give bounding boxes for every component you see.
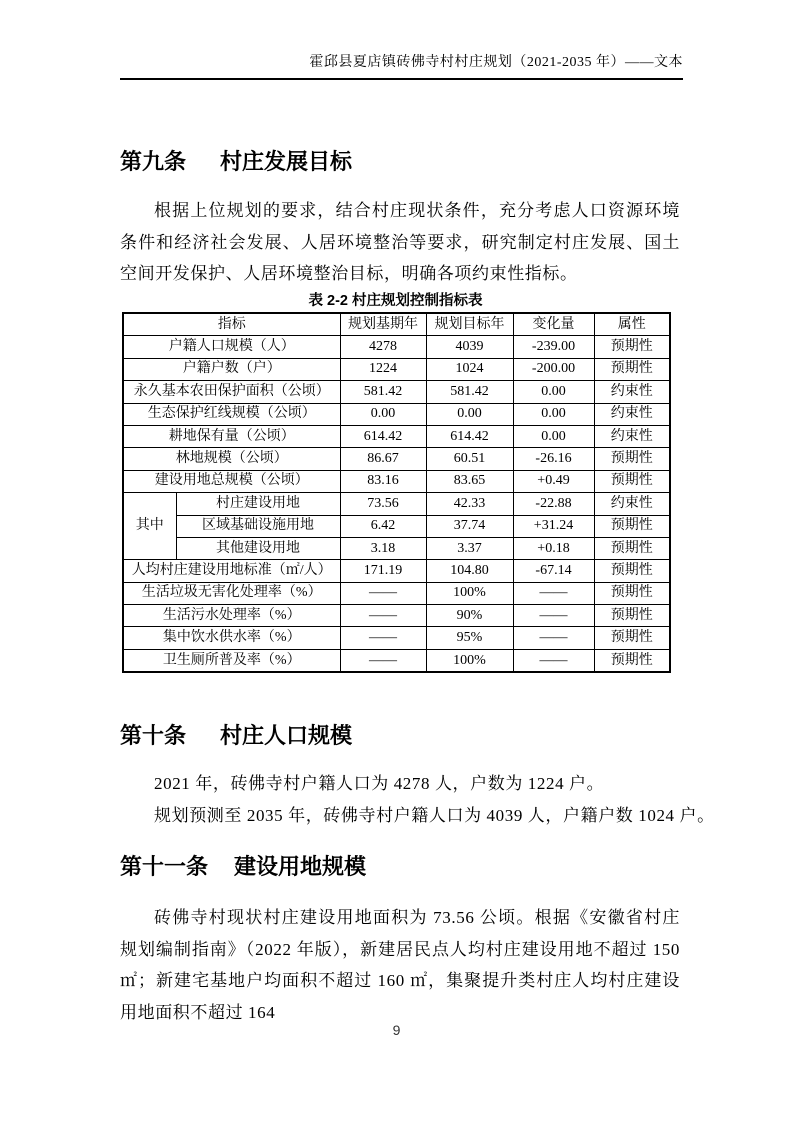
- base-year-value: 0.00: [340, 403, 426, 425]
- base-year-value: 581.42: [340, 381, 426, 403]
- indicator-label: 生态保护红线规模（公顷）: [123, 403, 340, 425]
- col-header-indicator: 指标: [123, 313, 340, 336]
- indicator-label: 卫生厕所普及率（%）: [123, 649, 340, 672]
- indicator-label: 户籍人口规模（人）: [123, 336, 340, 358]
- change-value: -67.14: [513, 560, 594, 582]
- target-year-value: 0.00: [426, 403, 513, 425]
- indicator-table: [122, 312, 671, 673]
- indicator-label: 建设用地总规模（公顷）: [123, 470, 340, 492]
- target-year-value: 581.42: [426, 381, 513, 403]
- change-value: -200.00: [513, 358, 594, 380]
- attribute-value: 预期性: [594, 560, 670, 582]
- change-value: ——: [513, 605, 594, 627]
- change-value: 0.00: [513, 425, 594, 447]
- target-year-value: 95%: [426, 627, 513, 649]
- change-value: -26.16: [513, 448, 594, 470]
- article-11-paragraph: 砖佛寺村现状村庄建设用地面积为 73.56 公顷。根据《安徽省村庄规划编制指南》（2022 年版），新建居民点人均村庄建设用地不超过 150 ㎡；新建宅基地户均面积不超过 160 ㎡，集聚提升类村庄人均村庄建设用地面积不超过 164: [120, 908, 680, 1022]
- attribute-value: 预期性: [594, 582, 670, 604]
- article-10-heading: [120, 721, 352, 751]
- indicator-label: 永久基本农田保护面积（公顷）: [123, 381, 340, 403]
- change-value: 0.00: [513, 403, 594, 425]
- table-row: [123, 358, 670, 380]
- attribute-value: 预期性: [594, 605, 670, 627]
- running-header: 霍邱县夏店镇砖佛寺村村庄规划（2021-2035 年）——文本: [309, 55, 683, 70]
- article-11-heading: [120, 852, 366, 882]
- attribute-value: 约束性: [594, 381, 670, 403]
- article-9-title: 村庄发展目标: [220, 149, 353, 174]
- target-year-value: 100%: [426, 582, 513, 604]
- attribute-value: 约束性: [594, 493, 670, 515]
- target-year-value: 83.65: [426, 470, 513, 492]
- table-row: [123, 605, 670, 627]
- change-value: -22.88: [513, 493, 594, 515]
- base-year-value: 4278: [340, 336, 426, 358]
- target-year-value: 42.33: [426, 493, 513, 515]
- table-row: [123, 381, 670, 403]
- table-caption: 表 2-2 村庄规划控制指标表: [308, 293, 483, 309]
- table-row: [123, 403, 670, 425]
- article-11-title: 建设用地规模: [234, 854, 367, 879]
- target-year-value: 614.42: [426, 425, 513, 447]
- article-9-number: 第九条: [120, 149, 187, 174]
- article-10-paragraph-1: 2021 年，砖佛寺村户籍人口为 4278 人，户数为 1224 户。: [154, 774, 605, 793]
- table-row: [123, 560, 670, 582]
- change-value: ——: [513, 627, 594, 649]
- base-year-value: 86.67: [340, 448, 426, 470]
- indicator-label: 户籍户数（户）: [123, 358, 340, 380]
- target-year-value: 37.74: [426, 515, 513, 537]
- indicator-label: 林地规模（公顷）: [123, 448, 340, 470]
- target-year-value: 1024: [426, 358, 513, 380]
- base-year-value: 3.18: [340, 537, 426, 559]
- indicator-sublabel: 其他建设用地: [176, 537, 340, 559]
- base-year-value: 83.16: [340, 470, 426, 492]
- article-11-number: 第十一条: [120, 854, 209, 879]
- target-year-value: 60.51: [426, 448, 513, 470]
- table-row: [123, 448, 670, 470]
- table-row: [123, 470, 670, 492]
- col-header-target-year: 规划目标年: [426, 313, 513, 336]
- table-row: [123, 649, 670, 672]
- target-year-value: 104.80: [426, 560, 513, 582]
- table-row: [123, 425, 670, 447]
- change-value: +0.18: [513, 537, 594, 559]
- base-year-value: ——: [340, 605, 426, 627]
- target-year-value: 3.37: [426, 537, 513, 559]
- article-10-paragraph-2: 规划预测至 2035 年，砖佛寺村户籍人口为 4039 人，户籍户数 1024 户。: [154, 806, 715, 825]
- col-header-base-year: 规划基期年: [340, 313, 426, 336]
- base-year-value: 1224: [340, 358, 426, 380]
- attribute-value: 预期性: [594, 515, 670, 537]
- col-header-attribute: 属性: [594, 313, 670, 336]
- attribute-value: 预期性: [594, 448, 670, 470]
- change-value: ——: [513, 649, 594, 672]
- target-year-value: 100%: [426, 649, 513, 672]
- attribute-value: 预期性: [594, 358, 670, 380]
- change-value: +0.49: [513, 470, 594, 492]
- indicator-label: 人均村庄建设用地标准（㎡/人）: [123, 560, 340, 582]
- change-value: -239.00: [513, 336, 594, 358]
- indicator-sublabel: 村庄建设用地: [176, 493, 340, 515]
- table-row: [123, 627, 670, 649]
- table-row: [123, 493, 670, 515]
- table-header-row: [123, 313, 670, 336]
- article-10-number: 第十条: [120, 723, 187, 748]
- table-row: [123, 582, 670, 604]
- change-value: ——: [513, 582, 594, 604]
- target-year-value: 90%: [426, 605, 513, 627]
- article-9-paragraph: 根据上位规划的要求，结合村庄现状条件，充分考虑人口资源环境条件和经济社会发展、人居环境整治等要求，研究制定村庄发展、国土空间开发保护、人居环境整治目标，明确各项约束性指标。: [120, 201, 680, 283]
- header-rule: [120, 78, 683, 80]
- change-value: +31.24: [513, 515, 594, 537]
- attribute-value: 预期性: [594, 470, 670, 492]
- attribute-value: 预期性: [594, 649, 670, 672]
- attribute-value: 约束性: [594, 425, 670, 447]
- indicator-label: 集中饮水供水率（%）: [123, 627, 340, 649]
- among-label: 其中: [123, 493, 176, 560]
- base-year-value: ——: [340, 582, 426, 604]
- table-row: [123, 515, 670, 537]
- indicator-sublabel: 区域基础设施用地: [176, 515, 340, 537]
- attribute-value: 预期性: [594, 537, 670, 559]
- indicator-label: 生活污水处理率（%）: [123, 605, 340, 627]
- article-10-title: 村庄人口规模: [220, 723, 353, 748]
- table-row: [123, 336, 670, 358]
- target-year-value: 4039: [426, 336, 513, 358]
- page-number: 9: [392, 1022, 401, 1038]
- table-row: [123, 537, 670, 559]
- attribute-value: 预期性: [594, 627, 670, 649]
- base-year-value: 171.19: [340, 560, 426, 582]
- article-9-heading: [120, 147, 352, 177]
- col-header-change: 变化量: [513, 313, 594, 336]
- base-year-value: ——: [340, 649, 426, 672]
- base-year-value: 6.42: [340, 515, 426, 537]
- attribute-value: 预期性: [594, 336, 670, 358]
- attribute-value: 约束性: [594, 403, 670, 425]
- base-year-value: 73.56: [340, 493, 426, 515]
- indicator-label: 生活垃圾无害化处理率（%）: [123, 582, 340, 604]
- indicator-label: 耕地保有量（公顷）: [123, 425, 340, 447]
- base-year-value: ——: [340, 627, 426, 649]
- base-year-value: 614.42: [340, 425, 426, 447]
- change-value: 0.00: [513, 381, 594, 403]
